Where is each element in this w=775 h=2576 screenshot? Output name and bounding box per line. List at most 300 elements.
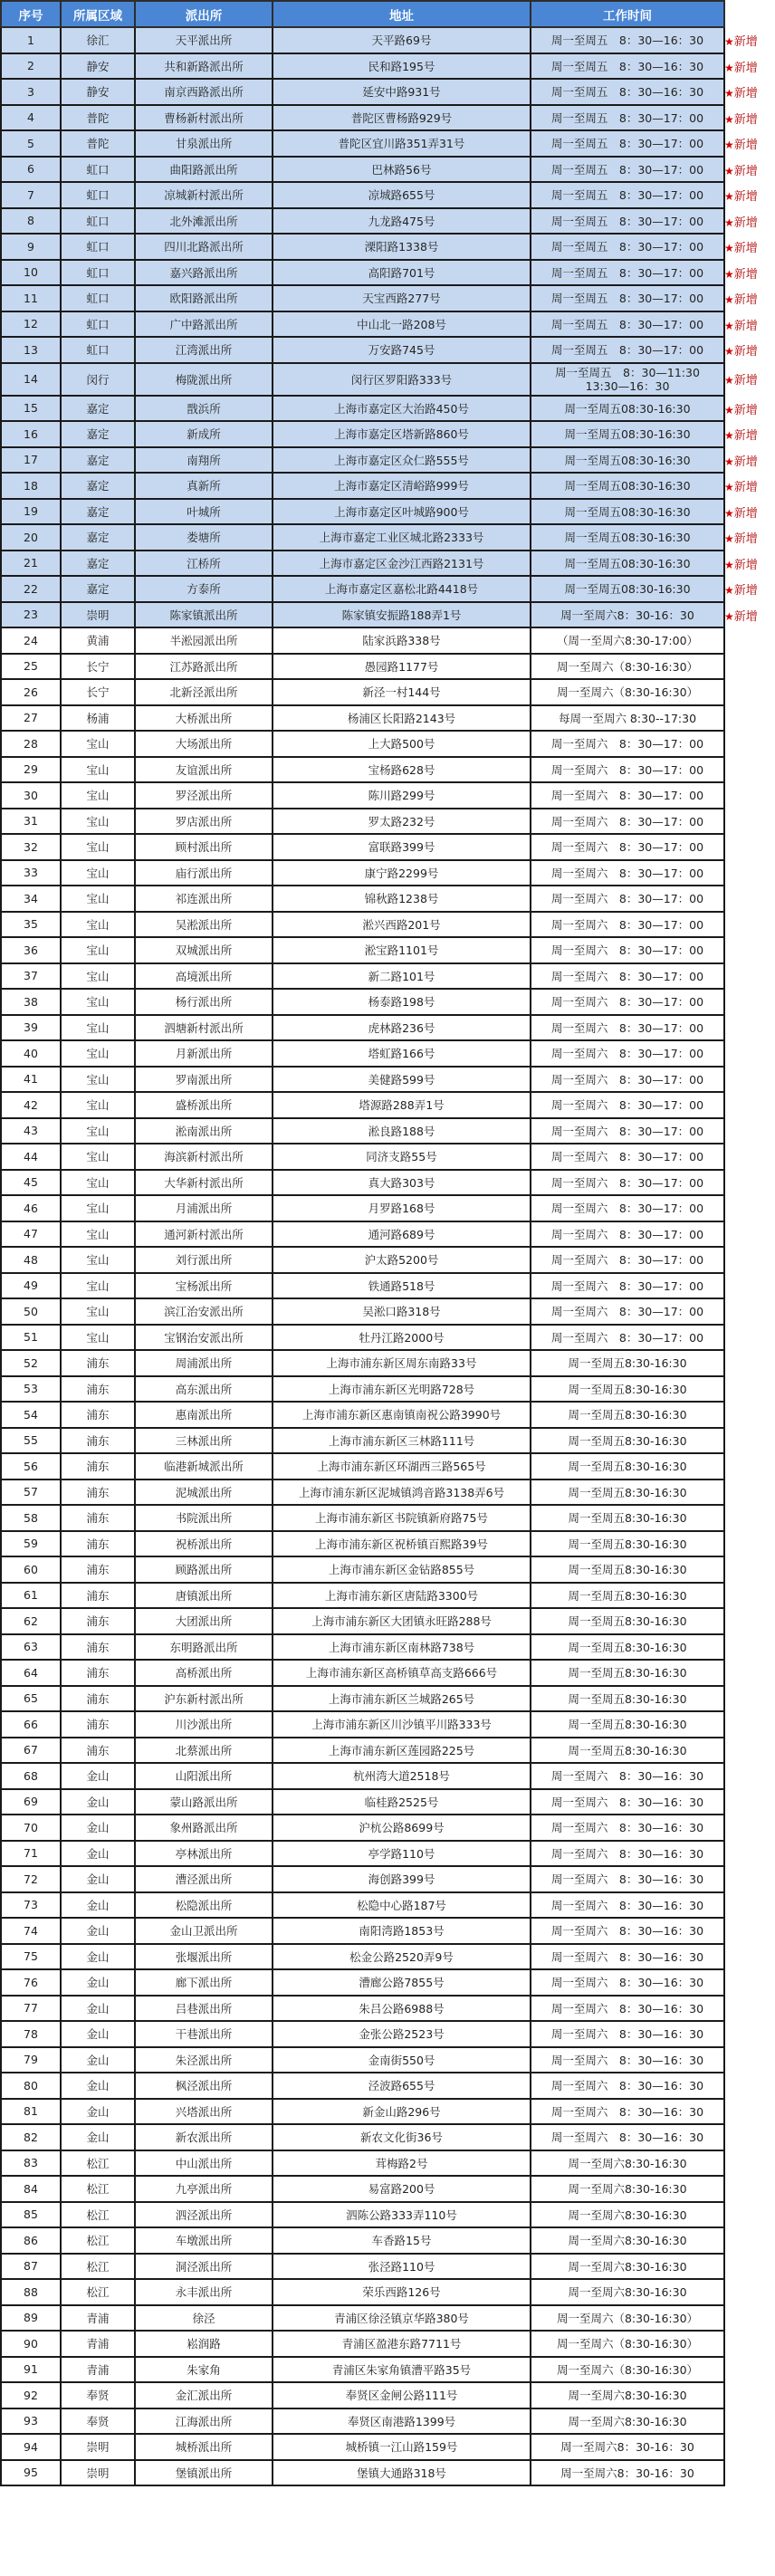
cell-district: 宝山	[61, 1170, 135, 1196]
cell-hours: 周一至周六（8:30-16:30）	[531, 2305, 724, 2332]
cell-hours: 周一至周五08:30-16:30	[531, 576, 724, 602]
cell-hours: 周一至周六 8：30—17：00	[531, 1170, 724, 1196]
cell-hours: 周一至周五8:30-16:30	[531, 1711, 724, 1738]
table-row	[1, 421, 724, 447]
cell-hours: 周一至周六 8：30—17：00	[531, 1118, 724, 1144]
cell-hours: 周一至周六 8：30—16：30	[531, 1996, 724, 2022]
cell-district: 金山	[61, 1866, 135, 1892]
cell-station: 金汇派出所	[135, 2382, 273, 2408]
star-icon: ★	[724, 164, 734, 177]
cell-no: 65	[1, 1686, 61, 1712]
cell-station: 祁连派出所	[135, 886, 273, 912]
cell-district: 浦东	[61, 1660, 135, 1686]
cell-district: 嘉定	[61, 396, 135, 422]
table-row	[1, 834, 724, 860]
cell-address: 民和路195号	[273, 53, 531, 80]
cell-station: 嘉兴路派出所	[135, 260, 273, 286]
cell-station: 叶城所	[135, 499, 273, 525]
cell-district: 崇明	[61, 2434, 135, 2460]
cell-district: 浦东	[61, 1531, 135, 1557]
cell-hours: 周一至周六（8:30-16:30）	[531, 2331, 724, 2357]
cell-hours: 周一至周六8：30-16：30	[531, 602, 724, 628]
cell-district: 嘉定	[61, 576, 135, 602]
cell-station: 朱泾派出所	[135, 2047, 273, 2073]
cell-address: 漕廊公路7855号	[273, 1969, 531, 1996]
cell-address: 上海市浦东新区三林路111号	[273, 1428, 531, 1454]
table-row	[1, 2460, 724, 2486]
new-badge	[724, 58, 758, 75]
table-row	[1, 1067, 724, 1093]
cell-hours: 周一至周五08:30-16:30	[531, 396, 724, 422]
cell-hours: 周一至周六 8：30—17：00	[531, 834, 724, 860]
cell-hours: 周一至周五 8：30—16：30	[531, 79, 724, 105]
table-row	[1, 1350, 724, 1376]
cell-no: 59	[1, 1531, 61, 1557]
table-row	[1, 1634, 724, 1661]
cell-hours: 周一至周五8:30-16:30	[531, 1350, 724, 1376]
table-row	[1, 1996, 724, 2022]
cell-district: 宝山	[61, 860, 135, 886]
cell-hours: 周一至周五8:30-16:30	[531, 1531, 724, 1557]
table-row	[1, 2202, 724, 2228]
cell-hours: 周一至周六 8：30—17：00	[531, 1092, 724, 1118]
table-row	[1, 654, 724, 680]
table-row	[1, 2382, 724, 2408]
cell-station: 盛桥派出所	[135, 1092, 273, 1118]
new-badge	[724, 187, 758, 204]
cell-hours: 周一至周六 8：30—16：30	[531, 1866, 724, 1892]
cell-station: 娄塘所	[135, 524, 273, 551]
table-row	[1, 860, 724, 886]
cell-hours: 周一至周五08:30-16:30	[531, 524, 724, 551]
cell-no: 51	[1, 1325, 61, 1351]
cell-district: 浦东	[61, 1428, 135, 1454]
cell-no: 67	[1, 1738, 61, 1764]
cell-address: 杨浦区长阳路2143号	[273, 705, 531, 732]
cell-address: 泗陈公路333弄110号	[273, 2202, 531, 2228]
cell-hours: 周一至周六 8：30—17：00	[531, 757, 724, 783]
cell-district: 松江	[61, 2202, 135, 2228]
cell-no: 57	[1, 1480, 61, 1506]
cell-hours: 周一至周六 8：30—16：30	[531, 1969, 724, 1996]
cell-address: 青浦区徐泾镇京华路380号	[273, 2305, 531, 2332]
cell-address: 淞兴西路201号	[273, 912, 531, 938]
cell-district: 宝山	[61, 1015, 135, 1041]
star-icon: ★	[724, 112, 734, 126]
cell-station: 松隐派出所	[135, 1892, 273, 1919]
cell-no: 78	[1, 2021, 61, 2047]
cell-station: 新农派出所	[135, 2124, 273, 2150]
cell-no: 11	[1, 285, 61, 311]
cell-district: 金山	[61, 1841, 135, 1867]
cell-no: 50	[1, 1298, 61, 1325]
cell-no: 49	[1, 1273, 61, 1299]
cell-no: 16	[1, 421, 61, 447]
new-badge	[724, 370, 758, 388]
cell-station: 半淞园派出所	[135, 627, 273, 654]
cell-address: 同济支路55号	[273, 1144, 531, 1170]
new-badge-label: 新增	[733, 403, 758, 417]
cell-address: 张泾路110号	[273, 2254, 531, 2280]
cell-station: 亭林派出所	[135, 1841, 273, 1867]
cell-hours: 周一至周六 8：30—17：00	[531, 731, 724, 757]
cell-station: 曹杨新村派出所	[135, 105, 273, 131]
cell-district: 松江	[61, 2227, 135, 2254]
cell-station: 南翔所	[135, 447, 273, 474]
cell-address: 真大路303号	[273, 1170, 531, 1196]
cell-no: 46	[1, 1195, 61, 1221]
cell-district: 浦东	[61, 1505, 135, 1531]
cell-address: 上海市浦东新区川沙镇平川路333号	[273, 1711, 531, 1738]
cell-district: 宝山	[61, 963, 135, 990]
cell-hours: 周一至周五 8：30—17：00	[531, 208, 724, 235]
cell-address: 易富路200号	[273, 2176, 531, 2202]
new-badge-label: 新增	[733, 583, 758, 598]
cell-no: 6	[1, 157, 61, 183]
new-badge	[724, 400, 758, 417]
cell-district: 浦东	[61, 1583, 135, 1609]
new-badge	[724, 161, 758, 178]
cell-address: 通河路689号	[273, 1221, 531, 1248]
table-row	[1, 1376, 724, 1403]
cell-address: 中山北一路208号	[273, 311, 531, 338]
cell-district: 金山	[61, 1996, 135, 2022]
cell-address: 沪太路5200号	[273, 1247, 531, 1273]
cell-address: 天宝西路277号	[273, 285, 531, 311]
cell-district: 宝山	[61, 1221, 135, 1248]
cell-station: 北外滩派出所	[135, 208, 273, 235]
cell-hours: 周一至周五8:30-16:30	[531, 1660, 724, 1686]
table-row	[1, 1969, 724, 1996]
cell-no: 14	[1, 363, 61, 396]
cell-no: 69	[1, 1789, 61, 1815]
cell-no: 28	[1, 731, 61, 757]
cell-station: 北新泾派出所	[135, 679, 273, 705]
cell-district: 静安	[61, 79, 135, 105]
table-row	[1, 937, 724, 963]
cell-no: 94	[1, 2434, 61, 2460]
cell-address: 青浦区盈港东路7711号	[273, 2331, 531, 2357]
cell-district: 金山	[61, 1789, 135, 1815]
cell-address: 富联路399号	[273, 834, 531, 860]
cell-station: 张堰派出所	[135, 1944, 273, 1970]
cell-no: 64	[1, 1660, 61, 1686]
cell-address: 普陀区曹杨路929号	[273, 105, 531, 131]
cell-district: 崇明	[61, 2460, 135, 2486]
cell-district: 嘉定	[61, 524, 135, 551]
cell-hours: 周一至周六8：30-16：30	[531, 2434, 724, 2460]
cell-hours: 周一至周六8:30-16:30	[531, 2202, 724, 2228]
cell-district: 虹口	[61, 208, 135, 235]
cell-station: 山阳派出所	[135, 1763, 273, 1789]
table-row	[1, 2150, 724, 2177]
cell-no: 77	[1, 1996, 61, 2022]
cell-hours: 周一至周六 8：30—17：00	[531, 809, 724, 835]
cell-address: 锦秋路1238号	[273, 886, 531, 912]
cell-district: 松江	[61, 2279, 135, 2305]
cell-hours: 周一至周六 8：30—16：30	[531, 1892, 724, 1919]
table-row	[1, 396, 724, 422]
table-row	[1, 627, 724, 654]
cell-address: 上海市浦东新区惠南镇南祝公路3990号	[273, 1402, 531, 1428]
cell-no: 27	[1, 705, 61, 732]
cell-no: 72	[1, 1866, 61, 1892]
cell-station: 顾路派出所	[135, 1556, 273, 1583]
table-row	[1, 499, 724, 525]
table-row	[1, 2434, 724, 2460]
table-row	[1, 602, 724, 628]
cell-no: 93	[1, 2408, 61, 2435]
cell-address: 溧阳路1338号	[273, 234, 531, 260]
cell-hours: 周一至周六 8：30—17：00	[531, 1221, 724, 1248]
cell-district: 金山	[61, 1815, 135, 1841]
cell-hours: 周一至周六8:30-16:30	[531, 2227, 724, 2254]
new-badge-label: 新增	[733, 609, 758, 624]
cell-station: 唐镇派出所	[135, 1583, 273, 1609]
table-row	[1, 2073, 724, 2099]
cell-hours: 周一至周六 8：30—17：00	[531, 1144, 724, 1170]
cell-no: 35	[1, 912, 61, 938]
cell-address: 月罗路168号	[273, 1195, 531, 1221]
cell-hours: 周一至周六 8：30—17：00	[531, 1247, 724, 1273]
cell-hours: 周一至周六 8：30—16：30	[531, 1763, 724, 1789]
cell-district: 闵行	[61, 363, 135, 396]
cell-station: 陈家镇派出所	[135, 602, 273, 628]
table-row	[1, 2021, 724, 2047]
star-icon: ★	[724, 189, 734, 203]
table-row	[1, 2279, 724, 2305]
table-row	[1, 1660, 724, 1686]
cell-district: 浦东	[61, 1634, 135, 1661]
new-badge	[724, 341, 758, 359]
table-row	[1, 1428, 724, 1454]
star-icon: ★	[724, 531, 734, 545]
table-row	[1, 2357, 724, 2383]
cell-district: 宝山	[61, 1273, 135, 1299]
cell-station: 方泰所	[135, 576, 273, 602]
cell-district: 嘉定	[61, 473, 135, 499]
cell-no: 58	[1, 1505, 61, 1531]
cell-address: 上海市嘉定区塔新路860号	[273, 421, 531, 447]
cell-no: 91	[1, 2357, 61, 2383]
cell-hours: 周一至周六 8：30—16：30	[531, 1944, 724, 1970]
cell-no: 19	[1, 499, 61, 525]
cell-hours: 周一至周五08:30-16:30	[531, 447, 724, 474]
cell-no: 54	[1, 1402, 61, 1428]
cell-address: 陈家镇安振路188弄1号	[273, 602, 531, 628]
cell-station: 曲阳路派出所	[135, 157, 273, 183]
table-row	[1, 1583, 724, 1609]
cell-address: 上大路500号	[273, 731, 531, 757]
cell-station: 洞泾派出所	[135, 2254, 273, 2280]
cell-district: 长宁	[61, 654, 135, 680]
table-row	[1, 1841, 724, 1867]
cell-hours: 周一至周五 8：30—17：00	[531, 182, 724, 208]
cell-station: 欧阳路派出所	[135, 285, 273, 311]
cell-station: 罗南派出所	[135, 1067, 273, 1093]
header-district: 所属区域	[61, 1, 135, 27]
cell-no: 68	[1, 1763, 61, 1789]
cell-station: 共和新路派出所	[135, 53, 273, 80]
cell-station: 月新派出所	[135, 1040, 273, 1067]
cell-hours: 每周一至周六 8:30--17:30	[531, 705, 724, 732]
cell-no: 81	[1, 2099, 61, 2125]
cell-hours: 周一至周六 8：30—17：00	[531, 1298, 724, 1325]
cell-hours: 周一至周五8:30-16:30	[531, 1428, 724, 1454]
cell-no: 92	[1, 2382, 61, 2408]
table-row	[1, 1738, 724, 1764]
header-station: 派出所	[135, 1, 273, 27]
table-row	[1, 1144, 724, 1170]
table-row	[1, 447, 724, 474]
cell-district: 嘉定	[61, 551, 135, 577]
cell-address: 上海市浦东新区光明路728号	[273, 1376, 531, 1403]
table-row	[1, 1815, 724, 1841]
cell-no: 53	[1, 1376, 61, 1403]
cell-station: 东明路派出所	[135, 1634, 273, 1661]
cell-hours: 周一至周六（8:30-16:30）	[531, 2357, 724, 2383]
cell-district: 浦东	[61, 1608, 135, 1634]
cell-address: 虎林路236号	[273, 1015, 531, 1041]
cell-hours: 周一至周六 8：30—16：30	[531, 2073, 724, 2099]
cell-hours: 周一至周六 8：30—17：00	[531, 1040, 724, 1067]
cell-hours: 周一至周五 8：30—16：30	[531, 53, 724, 80]
cell-hours: 周一至周五 8：30—17：00	[531, 157, 724, 183]
cell-address: 九龙路475号	[273, 208, 531, 235]
table-row	[1, 2227, 724, 2254]
cell-hours: 周一至周六 8：30—17：00	[531, 860, 724, 886]
new-badge	[724, 316, 758, 333]
table-row	[1, 79, 724, 105]
cell-no: 88	[1, 2279, 61, 2305]
cell-station: 北蔡派出所	[135, 1738, 273, 1764]
new-badge-label: 新增	[733, 138, 758, 152]
cell-district: 青浦	[61, 2305, 135, 2332]
cell-district: 宝山	[61, 1092, 135, 1118]
cell-no: 82	[1, 2124, 61, 2150]
table-body	[1, 27, 724, 2485]
new-badge-label: 新增	[733, 164, 758, 178]
cell-district: 虹口	[61, 182, 135, 208]
cell-no: 22	[1, 576, 61, 602]
cell-hours: 周一至周五 8：30—17：00	[531, 285, 724, 311]
cell-no: 44	[1, 1144, 61, 1170]
cell-address: 泾波路655号	[273, 2073, 531, 2099]
cell-address: 淞良路188号	[273, 1118, 531, 1144]
cell-address: 新农文化街36号	[273, 2124, 531, 2150]
cell-station: 兴塔派出所	[135, 2099, 273, 2125]
star-icon: ★	[724, 61, 734, 74]
cell-address: 临桂路2525号	[273, 1789, 531, 1815]
cell-hours: 周一至周五8:30-16:30	[531, 1402, 724, 1428]
new-badge-label: 新增	[733, 506, 758, 521]
cell-district: 长宁	[61, 679, 135, 705]
cell-station: 大桥派出所	[135, 705, 273, 732]
star-icon: ★	[724, 506, 734, 520]
cell-district: 宝山	[61, 1325, 135, 1351]
cell-district: 宝山	[61, 1195, 135, 1221]
cell-hours: 周一至周五8:30-16:30	[531, 1376, 724, 1403]
cell-hours: 周一至周六 8：30—17：00	[531, 1273, 724, 1299]
cell-address: 塔虹路166号	[273, 1040, 531, 1067]
cell-address: 塔源路288弄1号	[273, 1092, 531, 1118]
cell-district: 浦东	[61, 1480, 135, 1506]
cell-no: 8	[1, 208, 61, 235]
cell-no: 15	[1, 396, 61, 422]
cell-address: 普陀区宜川路351弄31号	[273, 130, 531, 157]
cell-address: 铁通路518号	[273, 1273, 531, 1299]
cell-district: 宝山	[61, 782, 135, 809]
cell-district: 金山	[61, 2073, 135, 2099]
cell-no: 2	[1, 53, 61, 80]
cell-hours: 周一至周五8:30-16:30	[531, 1480, 724, 1506]
table-row	[1, 886, 724, 912]
cell-address: 海创路399号	[273, 1866, 531, 1892]
table-row	[1, 311, 724, 338]
cell-district: 普陀	[61, 130, 135, 157]
cell-no: 36	[1, 937, 61, 963]
cell-address: 上海市浦东新区高桥镇草高支路666号	[273, 1660, 531, 1686]
new-badge-label: 新增	[733, 480, 758, 494]
cell-district: 虹口	[61, 337, 135, 363]
table-row	[1, 1892, 724, 1919]
cell-no: 83	[1, 2150, 61, 2177]
cell-no: 40	[1, 1040, 61, 1067]
cell-station: 永丰派出所	[135, 2279, 273, 2305]
cell-no: 47	[1, 1221, 61, 1248]
cell-station: 朱家角	[135, 2357, 273, 2383]
table-row	[1, 53, 724, 80]
table-row	[1, 1170, 724, 1196]
table-row	[1, 1480, 724, 1506]
cell-station: 甘泉派出所	[135, 130, 273, 157]
cell-address: 上海市嘉定区大治路450号	[273, 396, 531, 422]
cell-station: 江苏路派出所	[135, 654, 273, 680]
cell-no: 17	[1, 447, 61, 474]
table-row	[1, 2331, 724, 2357]
cell-district: 金山	[61, 1944, 135, 1970]
cell-address: 上海市浦东新区莲园路225号	[273, 1738, 531, 1764]
cell-hours: 周一至周六 8：30—16：30	[531, 1918, 724, 1944]
cell-district: 金山	[61, 2099, 135, 2125]
star-icon: ★	[724, 86, 734, 100]
cell-no: 26	[1, 679, 61, 705]
cell-address: 上海市浦东新区泥城镇鸿音路3138弄6号	[273, 1480, 531, 1506]
cell-district: 崇明	[61, 602, 135, 628]
new-badge	[724, 83, 758, 101]
cell-no: 52	[1, 1350, 61, 1376]
cell-hours: 周一至周六 8：30—16：30	[531, 1841, 724, 1867]
cell-station: 真新所	[135, 473, 273, 499]
cell-station: 崧润路	[135, 2331, 273, 2357]
cell-district: 嘉定	[61, 447, 135, 474]
table-header-row	[1, 1, 724, 27]
cell-hours: 周一至周六 8：30—17：00	[531, 782, 724, 809]
star-icon: ★	[724, 558, 734, 571]
cell-district: 宝山	[61, 937, 135, 963]
cell-station: 罗泾派出所	[135, 782, 273, 809]
new-badge-label: 新增	[733, 428, 758, 443]
cell-district: 宝山	[61, 989, 135, 1015]
cell-hours: 周一至周五8:30-16:30	[531, 1505, 724, 1531]
cell-station: 象州路派出所	[135, 1815, 273, 1841]
cell-district: 宝山	[61, 834, 135, 860]
table-row	[1, 105, 724, 131]
table-row	[1, 576, 724, 602]
table-row	[1, 2254, 724, 2280]
cell-station: 九亭派出所	[135, 2176, 273, 2202]
star-icon: ★	[724, 428, 734, 442]
